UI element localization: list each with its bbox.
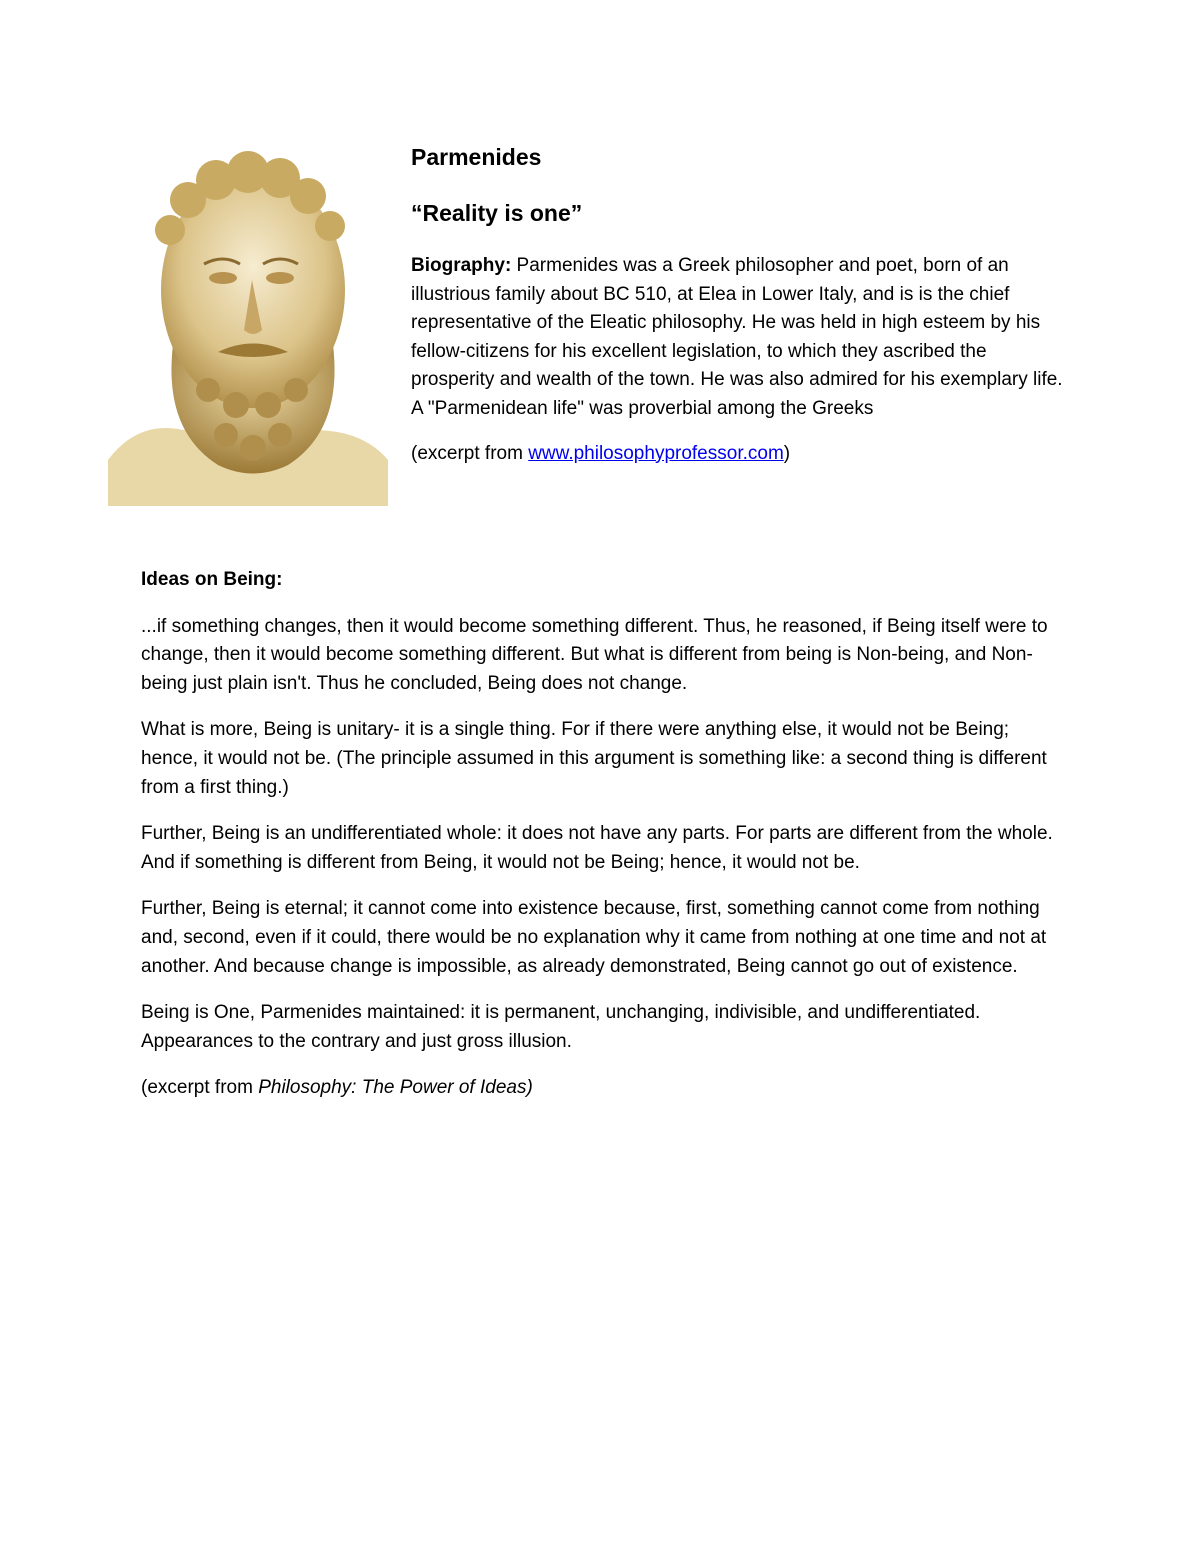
- source-prefix: (excerpt from: [411, 442, 529, 464]
- biography-paragraph: [411, 252, 1071, 424]
- ideas-heading: Ideas on Being:: [141, 569, 283, 590]
- ideas-source: [141, 1074, 1071, 1103]
- biography-source: [411, 440, 1071, 469]
- ideas-paragraph: Further, Being is eternal; it cannot come into existence because, first, something cannot come from nothing and, second, even if it could, there would be no explanation why it came from nothing at one time and not at another. And because change is impossible, as already demonstrated, Being cannot go out of existence.: [141, 898, 1047, 977]
- ideas-paragraph: What is more, Being is unitary- it is a single thing. For if there were anything else, it would not be Being; hence, it would not be. (The principle assumed in this argument is something like: a second thing is different from a first thing.): [141, 719, 1047, 798]
- biography-label: Biography:: [411, 255, 512, 276]
- ideas-source-title: Philosophy: The Power of Ideas): [258, 1077, 533, 1099]
- page-title: Parmenides: [411, 144, 542, 170]
- source-suffix: ): [783, 442, 791, 464]
- ideas-paragraph: Being is One, Parmenides maintained: it is permanent, unchanging, indivisible, and undifferentiated. Appearances to the contrary and just gross illusion.: [141, 1002, 981, 1052]
- ideas-section: [141, 566, 1071, 1103]
- ideas-paragraph: Further, Being is an undifferentiated whole: it does not have any parts. For parts are different from the whole. And if something is different from Being, it would not be Being; hence, it would not be.: [141, 823, 1053, 873]
- biography-text: Parmenides was a Greek philosopher and poet, born of an illustrious family about BC 510, at Elea in Lower Italy, and is is the chief representative of the Eleatic philosophy. He was held in high esteem by his fellow-citizens for his excellent legislation, to which they ascribed the prosperity and wealth of the town. He was also admired for his exemplary life. A "Parmenidean life" was proverbial among the Greeks: [411, 255, 1063, 419]
- philosophyprofessor-link[interactable]: www.philosophyprofessor.com: [528, 442, 784, 464]
- parmenides-bust-image: [108, 130, 388, 506]
- ideas-source-prefix: (excerpt from: [141, 1077, 259, 1099]
- motto-heading: “Reality is one”: [411, 200, 583, 226]
- header-block: [411, 140, 1071, 468]
- ideas-paragraph: ...if something changes, then it would become something different. Thus, he reasoned, if Being itself were to change, then it would become something different. But what is different from being is Non-being, and Non-being just plain isn't. Thus he concluded, Being does not change.: [141, 615, 1048, 694]
